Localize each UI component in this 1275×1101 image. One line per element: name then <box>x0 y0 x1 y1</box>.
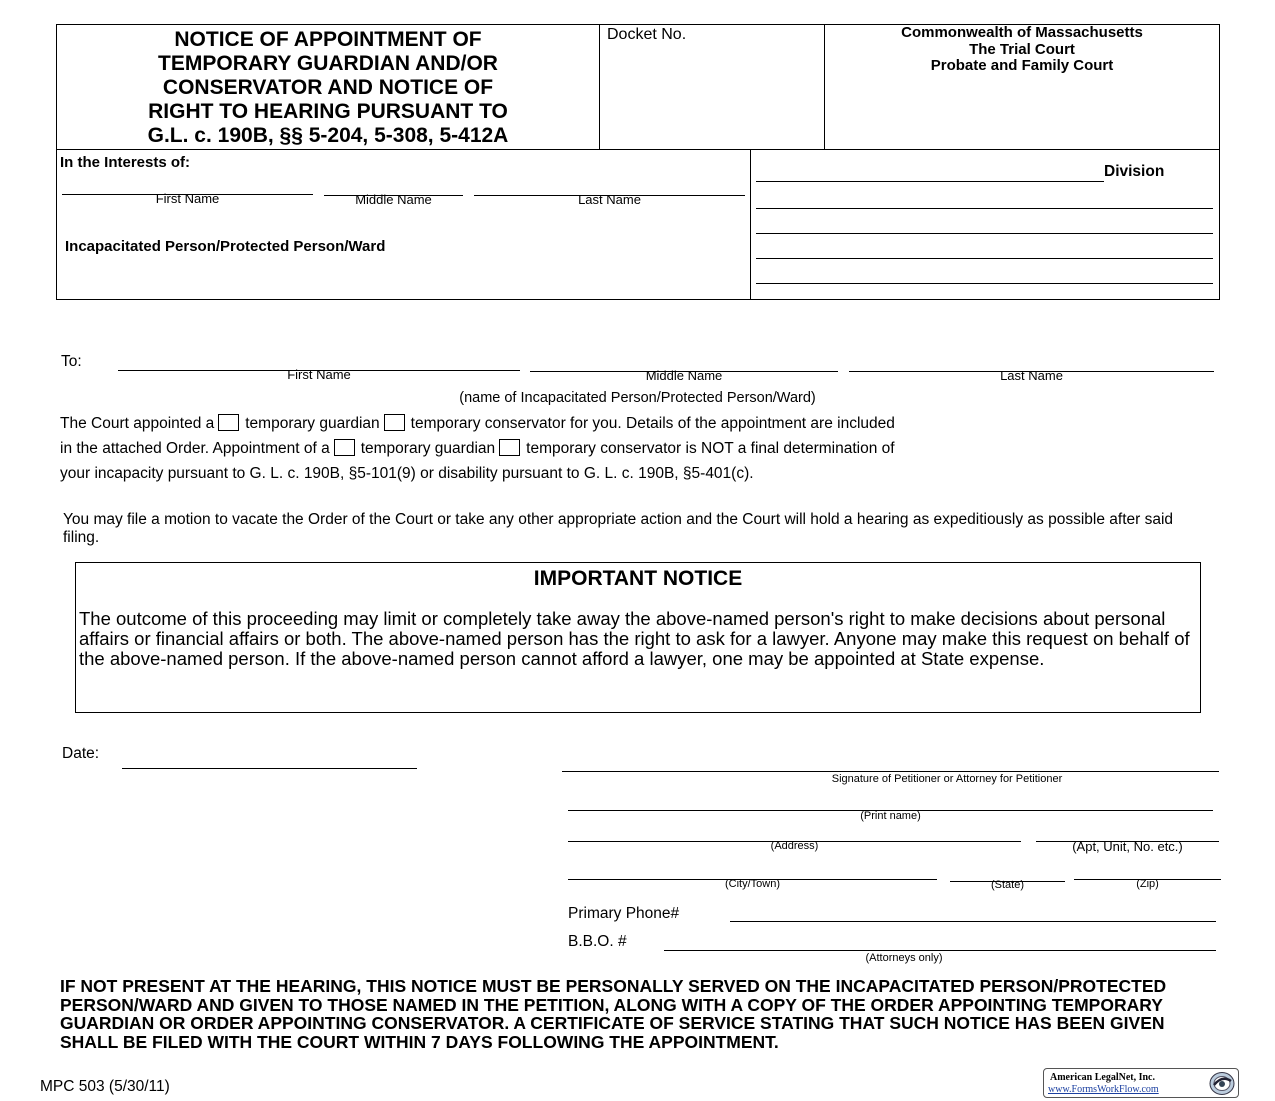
phone-label: Primary Phone# <box>568 905 680 922</box>
interests-label: In the Interests of: <box>60 154 191 171</box>
publisher-url: www.FormsWorkFlow.com <box>1048 1084 1159 1095</box>
appointment-line-2: in the attached Order. Appointment of a temporary guardian temporary conservator is NOT a final determination of <box>60 440 895 457</box>
form-id: MPC 503 (5/30/11) <box>40 1078 170 1095</box>
interests-last-name-caption: Last Name <box>578 192 641 207</box>
to-first-name-caption: First Name <box>287 367 351 382</box>
form-title <box>60 28 596 148</box>
important-notice-body: The outcome of this proceeding may limit or completely take away the above-named person's right to make decisions about personal affairs or financial affairs or both. The above-named person has the right to ask for a lawyer. Anyone may make this request on behalf of the above-named person. If the above-named person cannot afford a lawyer, one may be appointed at State expense. <box>79 608 1190 669</box>
important-notice-heading: IMPORTANT NOTICE <box>533 567 743 590</box>
to-middle-name-caption: Middle Name <box>645 368 723 383</box>
docket-label: Docket No. <box>607 26 687 43</box>
bbo-field[interactable] <box>664 950 1216 951</box>
signature-field[interactable] <box>562 771 1219 772</box>
print-name-caption: (Print name) <box>860 810 921 822</box>
to-caption: (name of Incapacitated Person/Protected Person/Ward) <box>459 390 816 406</box>
header-divider-2 <box>824 24 825 150</box>
bbo-label: B.B.O. # <box>568 933 627 950</box>
appointment-paragraph <box>60 411 1220 486</box>
globe-icon <box>1204 1071 1236 1096</box>
date-label: Date: <box>62 745 100 762</box>
apt-caption: (Apt, Unit, No. etc.) <box>1072 839 1183 854</box>
date-field[interactable] <box>122 768 417 769</box>
temporary-conservator-checkbox[interactable] <box>384 414 405 431</box>
interests-role: Incapacitated Person/Protected Person/Ward <box>65 238 386 255</box>
court-line: The Trial Court <box>969 40 1075 58</box>
division-label: Division <box>1104 163 1165 180</box>
to-label: To: <box>61 353 82 370</box>
temporary-conservator-not-final-checkbox[interactable] <box>499 439 520 456</box>
interests-divider <box>750 149 751 300</box>
title-line: NOTICE OF APPOINTMENT OF <box>174 28 482 51</box>
court-line: Commonwealth of Massachusetts <box>901 24 1143 41</box>
state-caption: (State) <box>990 879 1024 891</box>
title-line: CONSERVATOR AND NOTICE OF <box>162 76 494 99</box>
division-line[interactable] <box>756 208 1213 209</box>
interests-middle-name-caption: Middle Name <box>355 192 432 207</box>
to-last-name-caption: Last Name <box>1000 368 1063 383</box>
docket-field[interactable] <box>605 50 819 145</box>
bottom-warning: IF NOT PRESENT AT THE HEARING, THIS NOTICE MUST BE PERSONALLY SERVED ON THE INCAPACITATED PERSON/PROTECTED PERSON/WARD AND GIVEN TO THOSE NAMED IN THE PETITION, ALONG WITH A COPY OF THE ORDER APPOINTING TEMPORARY GUARDIAN OR ORDER APPOINTING CONSERVATOR. A CERTIFICATE OF SERVICE STATING THAT SUCH NOTICE HAS BEEN GIVEN SHALL BE FILED WITH THE COURT WITHIN 7 DAYS FOLLOWING THE APPOINTMENT. <box>60 976 1167 1052</box>
division-line[interactable] <box>756 233 1213 234</box>
phone-field[interactable] <box>730 921 1216 922</box>
appointment-line-1: The Court appointed a temporary guardian temporary conservator for you. Details of the appointment are included <box>60 415 895 432</box>
zip-caption: (Zip) <box>1136 878 1159 890</box>
division-field[interactable] <box>756 181 1104 182</box>
address-caption: (Address) <box>770 840 819 852</box>
division-line[interactable] <box>756 258 1213 259</box>
signature-caption: Signature of Petitioner or Attorney for Petitioner <box>831 773 1063 785</box>
header-divider-1 <box>599 24 600 150</box>
title-line: G.L. c. 190B, §§ 5-204, 5-308, 5-412A <box>147 124 509 147</box>
attorneys-only-caption: (Attorneys only) <box>865 952 943 964</box>
interests-first-name-caption: First Name <box>155 191 220 206</box>
title-line: TEMPORARY GUARDIAN AND/OR <box>158 52 498 75</box>
court-name <box>826 25 1218 75</box>
appointment-line-3: your incapacity pursuant to G. L. c. 190B, §5-101(9) or disability pursuant to G. L. c. 190B, §5-401(c). <box>60 465 754 482</box>
motion-text: You may file a motion to vacate the Order of the Court or take any other appropriate action and the Court will hold a hearing as expeditiously as possible after said filing. <box>63 511 1174 546</box>
title-line: RIGHT TO HEARING PURSUANT TO <box>148 100 508 123</box>
city-caption: (City/Town) <box>724 878 780 890</box>
division-line[interactable] <box>756 283 1213 284</box>
temporary-guardian-checkbox[interactable] <box>218 414 239 431</box>
temporary-guardian-not-final-checkbox[interactable] <box>334 439 355 456</box>
publisher-name: American LegalNet, Inc. <box>1050 1072 1155 1083</box>
court-line: Probate and Family Court <box>930 57 1114 74</box>
interests-box <box>56 149 1220 300</box>
publisher-logo[interactable] <box>1043 1068 1239 1098</box>
